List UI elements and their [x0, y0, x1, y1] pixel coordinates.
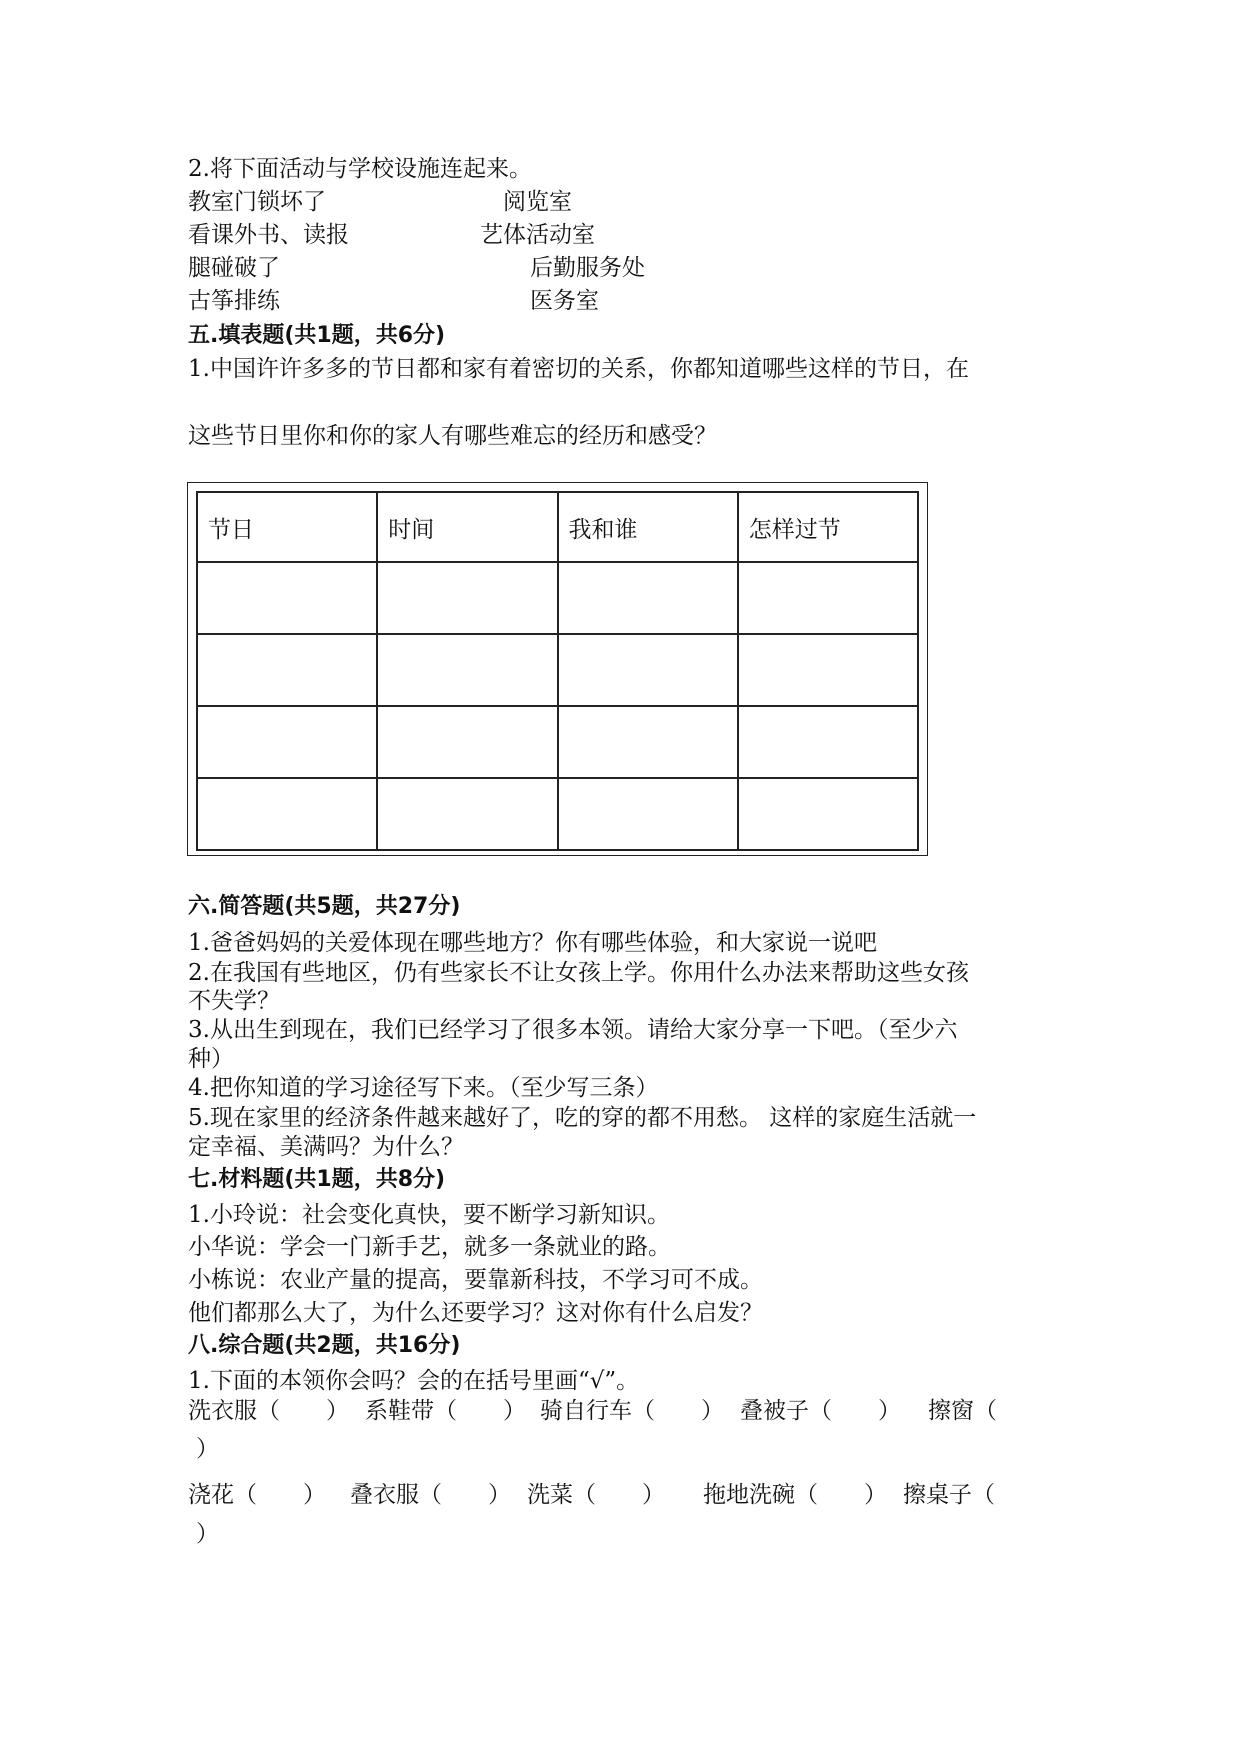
match-right-item: 医务室	[530, 288, 599, 314]
skill-item[interactable]: 叠衣服（ ）	[350, 1482, 511, 1508]
skill-item[interactable]: 叠被子（ ）	[740, 1398, 901, 1424]
question-text: 1.爸爸妈妈的关爱体现在哪些地方？你有哪些体验，和大家说一说吧	[188, 930, 877, 956]
section-heading-material: 七.材料题(共1题，共8分)	[188, 1167, 446, 1192]
skill-item[interactable]: 拖地洗碗（ ）	[703, 1482, 887, 1508]
match-right-item: 阅览室	[503, 189, 572, 215]
question-text: 1.小玲说：社会变化真快，要不断学习新知识。	[188, 1202, 670, 1228]
table-header-holiday: 节日	[197, 492, 377, 562]
match-right-item: 后勤服务处	[530, 255, 645, 281]
table-cell[interactable]	[377, 634, 557, 706]
skill-item[interactable]: 擦窗（	[928, 1398, 997, 1424]
question-text: 他们都那么大了，为什么还要学习？这对你有什么启发？	[188, 1300, 763, 1326]
skill-item[interactable]: 骑自行车（ ）	[540, 1398, 724, 1424]
match-left-item: 腿碰破了	[188, 255, 280, 281]
match-left-item: 看课外书、读报	[188, 222, 349, 248]
skill-item[interactable]: 洗衣服（ ）	[188, 1398, 349, 1424]
question-text: 小栋说：农业产量的提高，要靠新科技，不学习可不成。	[188, 1267, 763, 1293]
table-cell[interactable]	[738, 562, 918, 634]
table-row	[197, 634, 918, 706]
section-heading-comprehensive: 八.综合题(共2题，共16分)	[188, 1333, 461, 1358]
table-cell[interactable]	[197, 706, 377, 778]
table-header-who: 我和谁	[558, 492, 738, 562]
table-cell[interactable]	[738, 778, 918, 850]
question-text: 这些节日里你和你的家人有哪些难忘的经历和感受？	[188, 423, 717, 449]
skill-item-wrap: ）	[196, 1436, 219, 1462]
match-left-item: 教室门锁坏了	[188, 189, 326, 215]
table-cell[interactable]	[197, 562, 377, 634]
match-right-item: 艺体活动室	[480, 222, 595, 248]
table-row	[197, 706, 918, 778]
table-cell[interactable]	[558, 562, 738, 634]
table-row	[197, 562, 918, 634]
table-cell[interactable]	[197, 778, 377, 850]
table-cell[interactable]	[558, 634, 738, 706]
table-header-how: 怎样过节	[738, 492, 918, 562]
holiday-table-frame	[187, 482, 928, 856]
question-text: 1.中国许许多多的节日都和家有着密切的关系，你都知道哪些这样的节日，在	[188, 356, 969, 382]
question-text: 3.从出生到现在，我们已经学习了很多本领。请给大家分享一下吧。（至少六	[188, 1017, 958, 1043]
section-heading-fill-table: 五.填表题(共1题，共6分)	[188, 323, 446, 348]
table-cell[interactable]	[738, 634, 918, 706]
table-cell[interactable]	[558, 706, 738, 778]
table-cell[interactable]	[377, 706, 557, 778]
skill-item[interactable]: 洗菜（ ）	[527, 1482, 665, 1508]
question-text: 4.把你知道的学习途径写下来。（至少写三条）	[188, 1075, 659, 1101]
table-row	[197, 778, 918, 850]
question-connect-facilities: 2.将下面活动与学校设施连起来。	[188, 156, 532, 182]
skill-item[interactable]: 系鞋带（ ）	[365, 1398, 526, 1424]
table-cell[interactable]	[738, 706, 918, 778]
skill-item[interactable]: 浇花（ ）	[188, 1482, 326, 1508]
question-text: 5.现在家里的经济条件越来越好了，吃的穿的都不用愁。 这样的家庭生活就一	[188, 1105, 977, 1131]
skill-item[interactable]: 擦桌子（	[903, 1482, 995, 1508]
table-cell[interactable]	[197, 634, 377, 706]
question-text: 2.在我国有些地区，仍有些家长不让女孩上学。你用什么办法来帮助这些女孩	[188, 960, 969, 986]
section-heading-short-answer: 六.简答题(共5题，共27分)	[188, 894, 461, 919]
match-left-item: 古筝排练	[188, 288, 280, 314]
table-header-time: 时间	[377, 492, 557, 562]
question-text: 种）	[188, 1046, 234, 1072]
question-text: 定幸福、美满吗？为什么？	[188, 1134, 464, 1160]
table-cell[interactable]	[377, 562, 557, 634]
holiday-table	[196, 491, 919, 851]
question-text: 不失学？	[188, 988, 280, 1014]
table-cell[interactable]	[558, 778, 738, 850]
question-text: 小华说：学会一门新手艺，就多一条就业的路。	[188, 1234, 671, 1260]
table-cell[interactable]	[377, 778, 557, 850]
question-text: 1.下面的本领你会吗？会的在括号里画“√”。	[188, 1368, 640, 1394]
skill-item-wrap: ）	[196, 1521, 219, 1547]
